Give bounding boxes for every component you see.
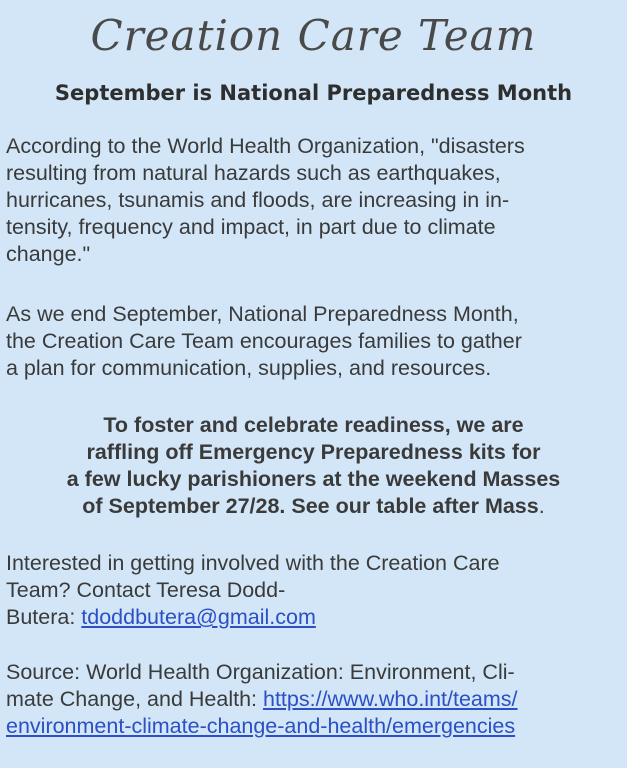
text-line: resulting from natural hazards such as earthquakes,	[6, 161, 501, 185]
email-link[interactable]: tdoddbutera@gmail.com	[81, 605, 316, 629]
text-line: Team? Contact Teresa Dodd-	[6, 578, 286, 602]
text-line	[6, 713, 622, 740]
text-line: To foster and celebrate readiness, we are	[103, 413, 524, 437]
paragraph-preparedness	[6, 301, 622, 382]
source-prefix: mate Change, and Health:	[6, 687, 263, 711]
text-line: raffling off Emergency Preparedness kits for	[86, 440, 541, 464]
text-line: tensity, frequency and impact, in part due to climate	[6, 215, 496, 239]
page-subtitle: September is National Preparedness Month	[54, 81, 573, 105]
page-title: Creation Care Team	[90, 11, 537, 60]
paragraph-who-quote	[6, 133, 622, 268]
text-line: Source: World Health Organization: Environment, Cli-	[6, 660, 515, 684]
text-line: the Creation Care Team encourages families to gather	[6, 329, 522, 353]
text-line	[0, 493, 627, 520]
text-line: Interested in getting involved with the Creation Care	[6, 551, 500, 575]
paragraph-source	[6, 659, 622, 740]
contact-prefix: Butera:	[6, 605, 82, 629]
text-line: According to the World Health Organization, "disasters	[6, 134, 525, 158]
raffle-period: .	[538, 494, 545, 518]
source-url-link-part1[interactable]: https://www.who.int/teams/	[262, 687, 518, 711]
text-line	[6, 686, 622, 713]
raffle-last-line: of September 27/28. See our table after Mass	[82, 494, 539, 518]
paragraph-contact	[6, 550, 622, 631]
text-line: change."	[6, 242, 91, 266]
text-line: a plan for communication, supplies, and resources.	[6, 356, 492, 380]
text-line: As we end September, National Preparedness Month,	[6, 302, 519, 326]
paragraph-raffle	[0, 412, 627, 520]
text-line	[6, 604, 622, 631]
source-url-link-part2[interactable]: environment-climate-change-and-health/emergencies	[6, 714, 516, 738]
text-line: a few lucky parishioners at the weekend Masses	[66, 467, 561, 491]
text-line: hurricanes, tsunamis and floods, are increasing in in-	[6, 188, 510, 212]
